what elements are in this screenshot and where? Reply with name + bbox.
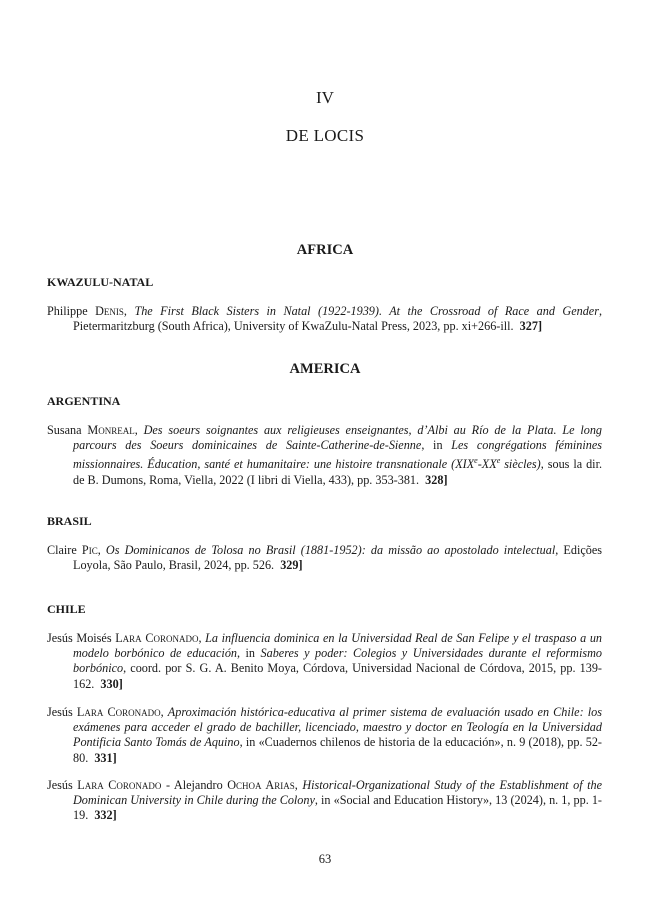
author-surname: Ochoa Arias — [227, 778, 295, 792]
publication-details: , Pietermaritzburg (South Africa), University of KwaZulu-Natal Press, 2023, pp. xi+266-ill. — [73, 304, 603, 334]
superscript-e: e — [474, 456, 478, 466]
country-heading-chile: CHILE — [47, 602, 86, 616]
page-number: 63 — [318, 852, 332, 866]
work-title: Aproximación histórica-educativa al primer sistema de evaluación usado en Chile: los exámenes para acceder el grado de bachiller, licenciado, maestro y doctor en Teología en la Universidad Pontificia Santo Tomás de Aquino — [73, 705, 603, 750]
author-surname: Lara Coronado — [76, 705, 161, 719]
publication-details: , in «Social and Education History», 13 (2024), n. 1, pp. 1-19. — [73, 793, 602, 823]
book-title-part: Les congrégations féminines missionnaires. Éducation, santé et humanitaire: une histoire transnationale (XIX — [73, 438, 602, 472]
superscript-e: e — [496, 456, 501, 466]
work-title: Os Dominicanos de Tolosa no Brasil (1881-1952): da missão ao apostolado intelectual — [105, 543, 556, 557]
entry-number: 329] — [280, 558, 303, 573]
publication-details: , Edições Loyola, São Paulo, Brasil, 2024, pp. 526. — [73, 543, 603, 573]
work-title: Des soeurs soignantes aux religieuses enseignantes, d’Albi au Río de la Plata. Le long parcours des Soeurs dominicaines de Sainte-Catherine-de-Sienne — [73, 423, 603, 453]
entry-number: 327] — [519, 319, 543, 334]
author-first-name: Philippe — [47, 304, 88, 318]
entry-number: 330] — [100, 676, 123, 691]
author-first-name: Jesús Moisés — [47, 631, 112, 645]
separator: , in — [237, 646, 261, 661]
author-surname: Denis — [95, 304, 124, 318]
bib-entry-329 — [47, 543, 602, 573]
separator: , — [134, 423, 144, 437]
separator: , — [123, 304, 135, 318]
author-surname: Lara Coronado — [115, 631, 199, 645]
bib-entry-332 — [47, 778, 602, 824]
separator: , — [97, 543, 106, 557]
publication-details: , in «Cuadernos chilenos de historia de la educación», n. 9 (2018), pp. 52-80. — [73, 735, 602, 765]
author-first-name: Jesús — [47, 705, 73, 719]
country-heading-argentina: ARGENTINA — [47, 394, 121, 408]
work-title: The First Black Sisters in Natal (1922-1939). At the Crossroad of Race and Gender — [134, 304, 599, 318]
separator: , — [198, 631, 206, 645]
part-number: IV — [316, 88, 334, 107]
region-heading-america: AMERICA — [289, 361, 361, 377]
author-first-name: Claire — [47, 543, 77, 557]
work-title: Historical-Organizational Study of the Establishment of the Dominican University in Chile during the Colony — [73, 778, 603, 808]
part-title: DE LOCIS — [285, 126, 365, 145]
book-title: Saberes y poder: Colegios y Universidades durante el reformismo borbónico — [73, 646, 602, 676]
country-heading-kwazulu-natal: KWAZULU-NATAL — [47, 275, 154, 289]
publication-details: , sous la dir. de B. Dumons, Roma, Viella, 2022 (I libri di Viella, 433), pp. 353-381. — [73, 457, 602, 487]
book-title-part: siècles) — [500, 457, 541, 472]
separator: , — [160, 705, 168, 719]
author-first-name: Jesús — [47, 778, 73, 792]
book-title-dash: -XX — [477, 457, 497, 472]
entry-number: 332] — [94, 808, 117, 823]
bib-entry-330 — [47, 631, 602, 692]
separator: , — [294, 778, 303, 792]
bib-entry-327 — [47, 304, 602, 334]
work-title: La influencia dominica en la Universidad Real de San Felipe y el traspaso a un modelo borbónico de educación — [73, 631, 603, 661]
bib-entry-331 — [47, 705, 602, 766]
entry-number: 328] — [425, 472, 448, 487]
author-first-name: Susana — [47, 423, 82, 437]
author-surname: Monreal — [87, 423, 135, 437]
author-joiner: - Alejandro — [161, 778, 228, 792]
publication-details: , coord. por S. G. A. Benito Moya, Córdova, Universidad Nacional de Córdova, 2015, pp. 139-162. — [73, 661, 602, 691]
bib-entry-328 — [47, 423, 602, 488]
separator: , in — [421, 438, 452, 453]
author-surname: Pic — [81, 543, 98, 557]
author-surname: Lara Coronado — [77, 778, 162, 792]
country-heading-brasil: BRASIL — [47, 514, 92, 528]
region-heading-africa: AFRICA — [296, 242, 354, 258]
entry-number: 331] — [94, 750, 117, 765]
